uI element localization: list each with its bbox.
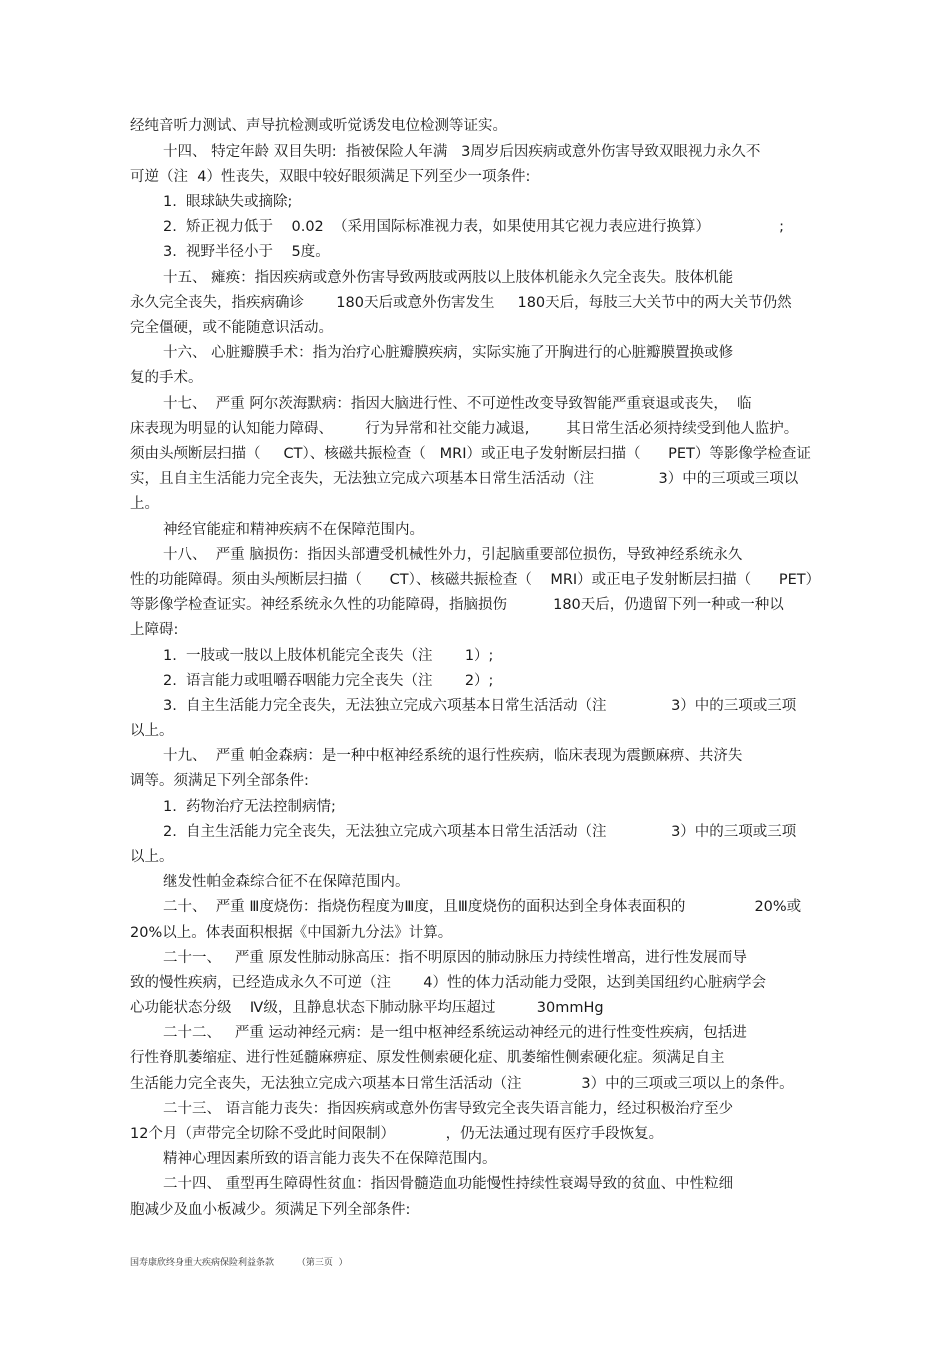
text-line: 十五、 瘫痪：指因疾病或意外伤害导致两肢或两肢以上肢体机能永久完全丧失。肢体机能 — [163, 270, 734, 286]
text-line: 十四、 特定年龄 双目失明: 指被保险人年满 3周岁后因疾病或意外伤害导致双眼视力永久不 — [163, 144, 761, 160]
text-line: 十六、 心脏瓣膜手术：指为治疗心脏瓣膜疾病，实际实施了开胸进行的心脏瓣膜置换或修 — [163, 345, 734, 361]
list-item: 1. 药物治疗无法控制病情; — [163, 799, 336, 815]
text-line: 永久完全丧失，指疾病确诊 180天后或意外伤害发生 180天后，每肢三大关节中的两大关节仍然 — [130, 295, 792, 311]
text-line: 以上。 — [130, 723, 174, 739]
text-line: 调等。须满足下列全部条件: — [130, 773, 309, 789]
list-item: 1. 一肢或一肢以上肢体机能完全丧失（注 1）; — [163, 648, 494, 664]
text-line: 须由头颅断层扫描（ CT）、核磁共振检查（ MRI）或正电子发射断层扫描（ PET）等影像学检查证 — [130, 446, 811, 462]
text-line: 行性脊肌萎缩症、进行性延髓麻痹症、原发性侧索硬化症、肌萎缩性侧索硬化症。须满足自主 — [130, 1050, 725, 1066]
text-line: 胞减少及血小板减少。须满足下列全部条件: — [130, 1202, 411, 1218]
text-line: 十七、 严重 阿尔茨海默病：指因大脑进行性、不可逆性改变导致智能严重衰退或丧失， 临 — [163, 396, 752, 412]
text-line: 二十一、 严重 原发性肺动脉高压：指不明原因的肺动脉压力持续性增高，进行性发展而导 — [163, 950, 747, 966]
list-item: 3. 视野半径小于 5度。 — [163, 244, 330, 260]
text-line: 二十四、 重型再生障碍性贫血：指因骨髓造血功能慢性持续性衰竭导致的贫血、中性粒细 — [163, 1176, 734, 1192]
text-line: 20%以上。体表面积根据《中国新九分法》计算。 — [130, 925, 453, 941]
text-line: 二十二、 严重 运动神经元病：是一组中枢神经系统运动神经元的进行性变性疾病，包括进 — [163, 1025, 747, 1041]
text-line: 上。 — [130, 496, 159, 512]
list-item: 3. 自主生活能力完全丧失，无法独立完成六项基本日常生活活动（注 3）中的三项或三项 — [163, 698, 797, 714]
text-line: 继发性帕金森综合征不在保障范围内。 — [163, 874, 410, 890]
text-line: 经纯音听力测试、声导抗检测或听觉诱发电位检测等证实。 — [130, 118, 507, 134]
text-line: 精神心理因素所致的语言能力丧失不在保障范围内。 — [163, 1151, 497, 1167]
text-line: 可逆（注 4）性丧失，双眼中较好眼须满足下列至少一项条件: — [130, 169, 531, 185]
list-item: 2. 矫正视力低于 0.02 （采用国际标准视力表，如果使用其它视力表应进行换算） ; — [163, 219, 785, 235]
text-line: 以上。 — [130, 849, 174, 865]
text-line: 心功能状态分级 Ⅳ级，且静息状态下肺动脉平均压超过 30mmHg — [130, 1000, 604, 1016]
text-line: 等影像学检查证实。神经系统永久性的功能障碍，指脑损伤 180天后，仍遗留下列一种或一种以 — [130, 597, 784, 613]
text-line: 完全僵硬，或不能随意识活动。 — [130, 320, 333, 336]
text-line: 二十、 严重 Ⅲ度烧伤：指烧伤程度为Ⅲ度，且Ⅲ度烧伤的面积达到全身体表面积的 20%或 — [163, 899, 802, 915]
text-line: 二十三、 语言能力丧失：指因疾病或意外伤害导致完全丧失语言能力，经过积极治疗至少 — [163, 1101, 734, 1117]
list-item: 1. 眼球缺失或摘除; — [163, 194, 293, 210]
text-line: 神经官能症和精神疾病不在保障范围内。 — [163, 522, 424, 538]
text-line: 性的功能障碍。须由头颅断层扫描（ CT）、核磁共振检查（ MRI）或正电子发射断层扫描（ PET） — [130, 572, 821, 588]
text-line: 十八、 严重 脑损伤：指因头部遭受机械性外力，引起脑重要部位损伤，导致神经系统永久 — [163, 547, 743, 563]
page-footer: 国寿康欣终身重大疾病保险利益条款 （第三页 ） — [130, 1258, 348, 1268]
text-line: 12个月（声带完全切除不受此时间限制） ，仍无法通过现有医疗手段恢复。 — [130, 1126, 664, 1142]
list-item: 2. 语言能力或咀嚼吞咽能力完全丧失（注 2）; — [163, 673, 494, 689]
list-item: 2. 自主生活能力完全丧失，无法独立完成六项基本日常生活活动（注 3）中的三项或三项 — [163, 824, 797, 840]
text-line: 十九、 严重 帕金森病：是一种中枢神经系统的退行性疾病，临床表现为震颤麻痹、共济失 — [163, 748, 743, 764]
text-line: 生活能力完全丧失，无法独立完成六项基本日常生活活动（注 3）中的三项或三项以上的条件。 — [130, 1076, 794, 1092]
text-line: 上障碍: — [130, 622, 179, 638]
text-line: 床表现为明显的认知能力障碍、 行为异常和社交能力减退, 其日常生活必须持续受到他人监护。 — [130, 421, 799, 437]
text-line: 实，且自主生活能力完全丧失，无法独立完成六项基本日常生活活动（注 3）中的三项或三项以 — [130, 471, 799, 487]
text-line: 致的慢性疾病，已经造成永久不可逆（注 4）性的体力活动能力受限，达到美国纽约心脏病学会 — [130, 975, 766, 991]
text-line: 复的手术。 — [130, 370, 203, 386]
